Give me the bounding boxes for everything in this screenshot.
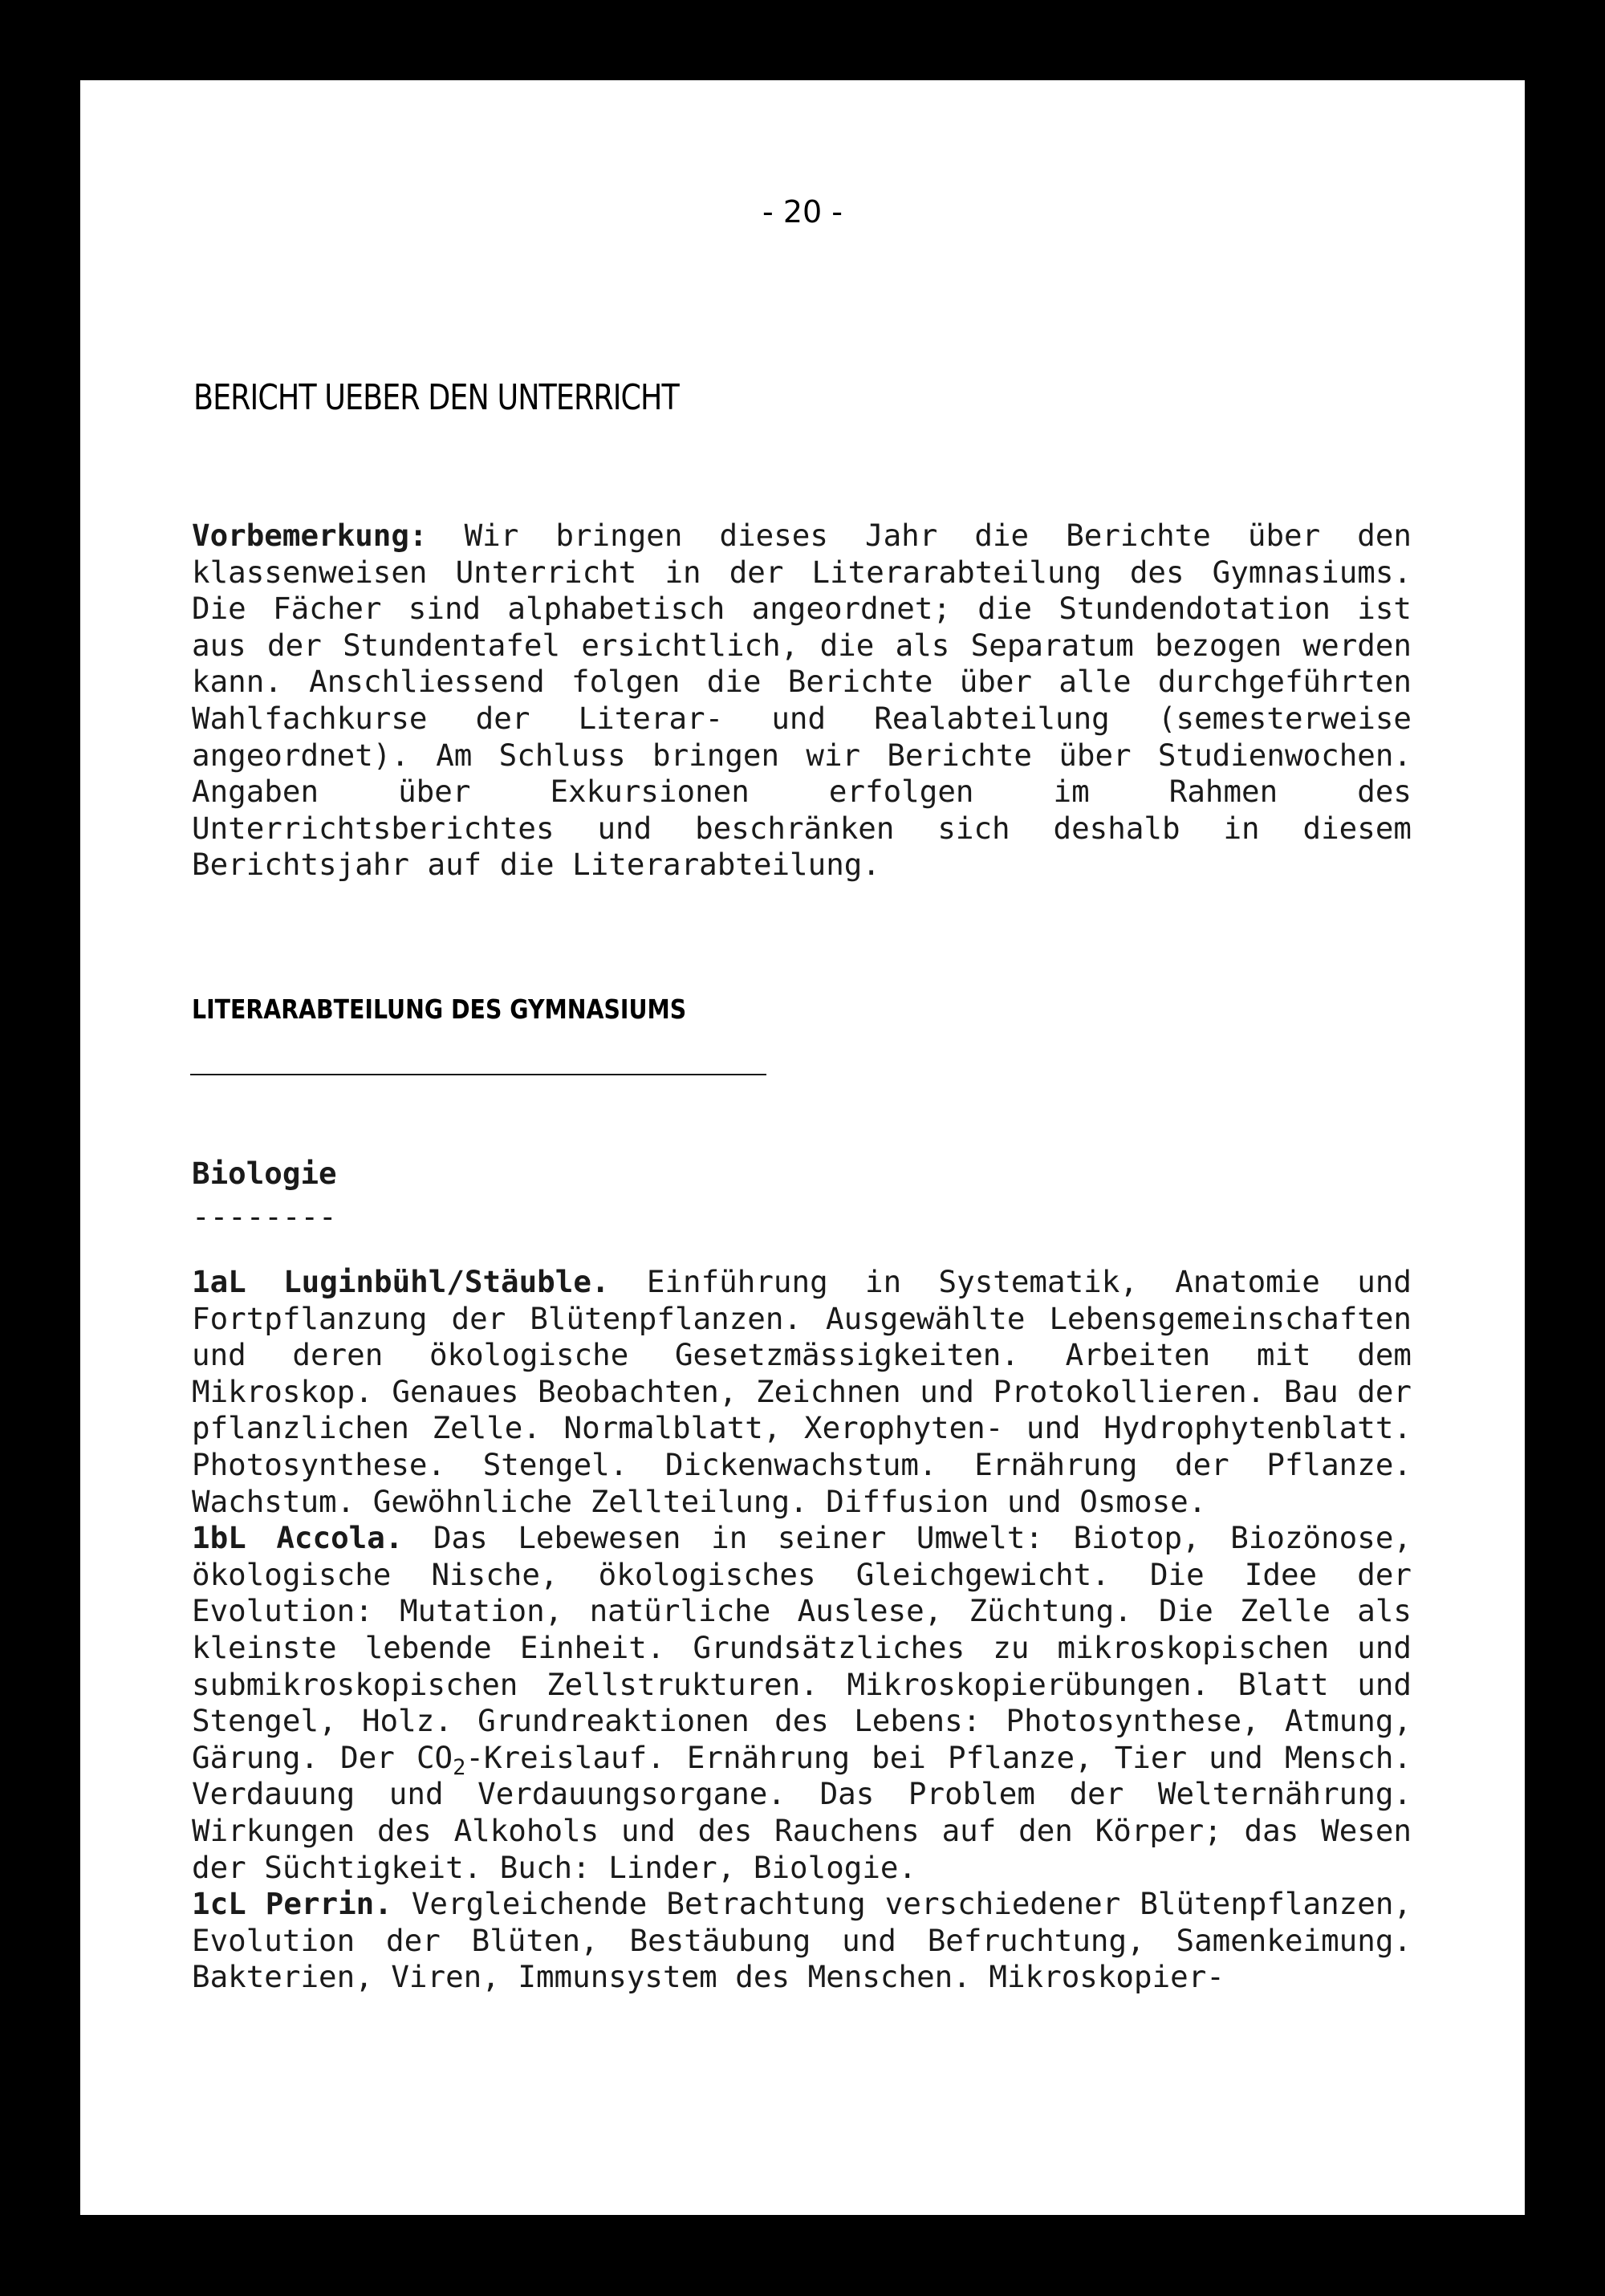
section-heading: LITERARABTEILUNG DES GYMNASIUMS [192, 994, 687, 1025]
entry-label: 1bL Accola. [192, 1520, 404, 1556]
page-title: BERICHT UEBER DEN UNTERRICHT [193, 377, 679, 418]
entry-text-part-1: Das Lebewesen in seiner Umwelt: Biotop, Biozönose, ökologische Nische, ökologisches Gleichgewicht. Die Idee der Evolution: Mutation, natürliche Auslese, Züchtung. Die Zelle als kleinste lebende Einheit. Grundsätzliches zu mikroskopischen und submikroskopischen Zellstrukturen. Mikroskopierübungen. Blatt und Stengel, Holz. Grundreaktionen des Lebens: Photosynthese, Atmung, Gärung. Der CO [192, 1520, 1412, 1775]
entry-1cl [192, 1886, 1412, 1996]
biology-entries [192, 1264, 1412, 1996]
entry-1al [192, 1264, 1412, 1520]
document-page [80, 80, 1525, 2215]
entry-1bl [192, 1520, 1412, 1886]
subject-underline: -------- [192, 1199, 337, 1234]
intro-paragraph [192, 518, 1412, 884]
entry-text-part-2: -Kreislauf. Ernährung bei Pflanze, Tier und Mensch. Verdauung und Verdauungsorgane. Das Problem der Welternährung. Wirkungen des Alkohols und des Rauchens auf den Körper; das Wesen der Süchtigkeit. Buch: Linder, Biologie. [192, 1739, 1412, 1885]
section-underline [190, 1074, 766, 1075]
intro-label: Vorbemerkung: [192, 518, 428, 553]
entry-text: Einführung in Systematik, Anatomie und Fortpflanzung der Blütenpflanzen. Ausgewählte Lebensgemeinschaften und deren ökologische Gesetzmässigkeiten. Arbeiten mit dem Mikroskop. Genaues Beobachten, Zeichnen und Protokollieren. Bau der pflanzlichen Zelle. Normalblatt, Xerophyten- und Hydrophytenblatt. Photosynthese. Stengel. Dickenwachstum. Ernährung der Pflanze. Wachstum. Gewöhnliche Zellteilung. Diffusion und Osmose. [192, 1264, 1412, 1519]
page-number: - 20 - [762, 194, 843, 230]
entry-label: 1cL Perrin. [192, 1886, 392, 1922]
co2-subscript: 2 [453, 1754, 466, 1780]
entry-label: 1aL Luginbühl/Stäuble. [192, 1264, 610, 1299]
intro-text: Wir bringen dieses Jahr die Berichte über den klassenweisen Unterricht in der Literarabteilung des Gymnasiums. Die Fächer sind alphabetisch angeordnet; die Stundendotation ist aus der Stundentafel ersichtlich, die als Separatum bezogen werden kann. Anschliessend folgen die Berichte über alle durchgeführten Wahlfachkurse der Literar- und Realabteilung (semesterweise angeordnet). Am Schluss bringen wir Berichte über Studienwochen. Angaben über Exkursionen erfolgen im Rahmen des Unterrichtsberichtes und beschränken sich deshalb in diesem Berichtsjahr auf die Literarabteilung. [192, 518, 1412, 883]
entry-text: Vergleichende Betrachtung verschiedener Blütenpflanzen, Evolution der Blüten, Bestäubung und Befruchtung, Samenkeimung. Bakterien, Viren, Immunsystem des Menschen. Mikroskopier- [192, 1886, 1412, 1995]
subject-heading: Biologie [192, 1156, 337, 1191]
